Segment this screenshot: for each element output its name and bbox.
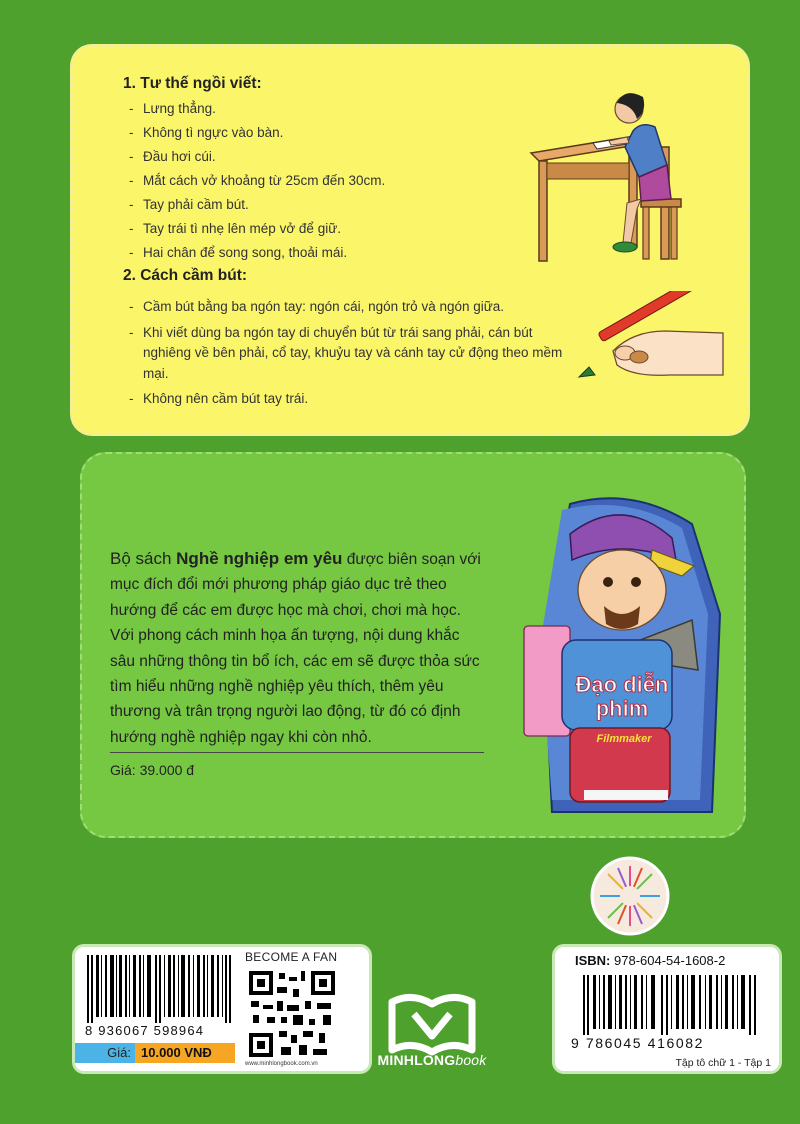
list-item: - Khi viết dùng ba ngón tay di chuyển bút từ trái sang phải, cán bút nghiêng về bên phải, cổ tay, khuỷu tay và cánh tay cử động theo mềm mại. — [129, 324, 563, 381]
list-item: - Hai chân để song song, thoải mái. — [129, 245, 348, 260]
pen-grip-list — [129, 297, 569, 415]
series-volume: Tập tô chữ 1 - Tập 1 — [675, 1057, 771, 1069]
series-description: Bộ sách Nghề nghiệp em yêu được biên soạn với mục đích đổi mới phương pháp giáo dục trẻ theo hướng để các em được học mà chơi, chơi mà học. Với phong cách minh họa ấn tượng, nội dung khắc sâu những thông tin bổ ích, các em sẽ được thỏa sức tìm hiểu những nghề nghiệp yêu thích, thêm yêu thương và trân trọng người lao động, từ đó có định hướng nghề nghiệp ngay khi còn nhỏ. — [110, 549, 481, 746]
series-title: Nghề nghiệp em yêu — [176, 549, 343, 568]
list-item: - Không tì ngực vào bàn. — [129, 125, 284, 140]
list-item: - Lưng thẳng. — [129, 101, 216, 116]
section-title-posture: 1. Tư thế ngồi viết: — [123, 75, 262, 92]
writing-guide-panel — [70, 44, 750, 436]
section-title-pen-grip: 2. Cách cầm bút: — [123, 267, 248, 284]
list-item: - Tay trái tì nhẹ lên mép vở để giữ. — [129, 221, 341, 236]
isbn-box — [552, 944, 782, 1074]
book-subtitle: Filmmaker — [596, 733, 652, 745]
book-title-line2: phim — [595, 696, 649, 721]
isbn-line: ISBN: 978-604-54-1608-2 — [575, 953, 726, 968]
price-value: 10.000 VNĐ — [135, 1043, 235, 1063]
book-title-line1: Đạo diễn — [575, 672, 669, 697]
list-item: - Cầm bút bằng ba ngón tay: ngón cái, ngón trỏ và ngón giữa. — [129, 299, 505, 314]
publisher-seal-logo — [588, 854, 672, 938]
hand-pen-illustration — [573, 291, 733, 387]
isbn-number: 9 786045 416082 — [571, 1035, 704, 1051]
isbn-barcode — [581, 975, 767, 1035]
divider — [110, 752, 484, 753]
barcode-price-box — [72, 944, 372, 1074]
price-label: Giá: — [75, 1043, 135, 1063]
ean-number: 8 936067 598964 — [85, 1023, 205, 1038]
list-item: - Đầu hơi cúi. — [129, 149, 216, 164]
series-description-panel — [80, 452, 746, 838]
list-item: - Tay phải cầm bút. — [129, 197, 249, 212]
posture-list — [129, 97, 385, 265]
list-item: - Mắt cách vở khoảng từ 25cm đến 30cm. — [129, 173, 386, 188]
publisher-logo-text: MINHLONGbook — [377, 1052, 487, 1068]
cover-price — [75, 1043, 245, 1063]
become-a-fan-label: BECOME A FAN — [245, 950, 338, 964]
filmmaker-book-illustration — [522, 494, 732, 830]
website-url: www.minhlongbook.com.vn — [245, 1061, 318, 1067]
sitting-writer-illustration — [521, 81, 711, 267]
book-price: Giá: 39.000 đ — [110, 762, 195, 778]
qr-code[interactable] — [247, 969, 337, 1059]
ean-barcode — [85, 955, 241, 1023]
list-item: - Không nên cầm bút tay trái. — [129, 391, 309, 406]
